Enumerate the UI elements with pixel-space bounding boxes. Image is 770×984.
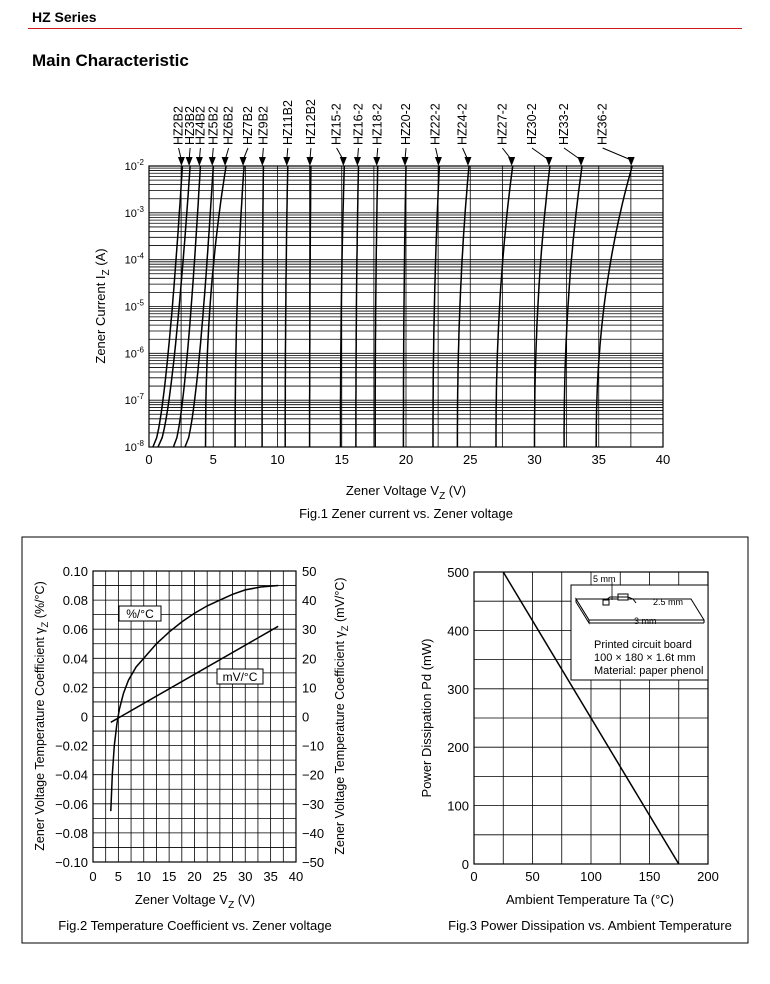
fig2-y-left-tick-label: −0.06 [55, 796, 88, 812]
header-rule [28, 28, 742, 29]
fig2-y-left-tick-label: −0.10 [55, 855, 88, 870]
fig1-y-tick-label: $10^{-2}$ [124, 158, 144, 173]
fig2-y-left-tick-label: 0 [80, 709, 88, 725]
arrow-head-icon [222, 157, 229, 166]
series-title: HZ Series [32, 9, 97, 25]
arrow-head-icon [178, 157, 185, 166]
fig2-y-left-tick-label: 0.06 [62, 622, 88, 638]
fig2-y-right-tick-label: 30 [302, 622, 317, 638]
pcb-pad-icon [603, 600, 609, 605]
arrow-head-icon [186, 157, 193, 166]
fig1-y-tick-label: $10^{-4}$ [124, 251, 144, 267]
fig2-x-tick-label: 20 [187, 869, 202, 884]
arrow-head-icon [306, 157, 313, 166]
fig2-caption: Fig.2 Temperature Coefficient vs. Zener voltage [58, 918, 332, 933]
fig2-y-right-tick-label: 40 [302, 593, 317, 609]
fig3-inset-line1: Printed circuit board [594, 639, 692, 651]
fig2-y-right-tick-label: 50 [302, 564, 317, 579]
fig3-x-tick-label: 200 [697, 869, 719, 884]
fig1-x-tick-label: 10 [270, 452, 285, 467]
fig2-x-tick-label: 25 [212, 869, 228, 884]
fig1-x-tick-label: 5 [209, 452, 217, 467]
arrow-head-icon [373, 157, 380, 166]
fig1-series-label: HZ15-2 [329, 103, 344, 145]
fig3-y-tick-label: 200 [447, 740, 469, 756]
fig2-y-left-tick-label: −0.02 [55, 738, 88, 754]
fig3-x-axis-label: Ambient Temperature Ta (°C) [505, 892, 675, 907]
fig1-series-label: HZ18-2 [370, 103, 385, 145]
fig3-y-tick-label: 0 [461, 857, 469, 872]
fig2-x-axis-label: Zener Voltage $V_Z$ (V) [134, 892, 256, 911]
fig1-caption: Fig.1 Zener current vs. Zener voltage [299, 506, 513, 521]
fig2-x-tick-label: 10 [136, 869, 151, 884]
fig3-inset-dim-2-5mm: 2.5 mm [653, 597, 684, 607]
fig2-y-right-tick-label: −40 [302, 825, 325, 841]
fig1-series-label: HZ6B2 [221, 106, 236, 145]
fig1-y-tick-label: $10^{-8}$ [124, 439, 144, 454]
fig2-y-right-tick-label: 10 [302, 680, 317, 696]
fig1-x-tick-label: 25 [463, 452, 478, 467]
fig1-series-label: HZ36-2 [595, 103, 610, 145]
fig2-y-left-tick-label: 0.08 [62, 593, 88, 609]
fig3-inset-line2: 100 × 180 × 1.6t mm [594, 652, 696, 664]
fig1-y-tick-label: $10^{-3}$ [124, 204, 144, 220]
arrow-head-icon [464, 157, 471, 166]
fig3-x-tick-label: 0 [470, 869, 478, 884]
fig1-x-tick-label: 15 [334, 452, 349, 467]
fig1-y-axis-label: Zener Current $I_Z$ (A) [93, 248, 112, 364]
fig1-series-label: HZ20-2 [399, 103, 413, 145]
fig1-series-label: HZ33-2 [557, 103, 572, 145]
fig2-annotation-mv: mV/°C [222, 670, 258, 684]
fig1-series-label: HZ4B2 [193, 106, 208, 145]
fig2-y-left-tick-label: 0.04 [62, 651, 88, 667]
fig2-y-right-tick-label: −20 [302, 767, 325, 783]
fig1-series-label: HZ24-2 [455, 103, 470, 145]
fig2-x-tick-label: 35 [263, 869, 278, 884]
fig3-y-tick-label: 500 [447, 565, 469, 580]
fig3-y-tick-label: 300 [447, 681, 469, 697]
fig1-x-tick-label: 20 [398, 452, 414, 467]
fig1-series-label: HZ7B2 [240, 106, 255, 145]
fig2-annotation-percent: %/°C [126, 607, 154, 621]
fig2-y-left-tick-label: −0.08 [55, 825, 88, 841]
fig2-x-tick-label: 30 [238, 869, 253, 884]
fig2-y-left-tick-label: 0.02 [62, 680, 88, 696]
arrow-head-icon [354, 157, 361, 166]
fig2-x-tick-label: 40 [288, 869, 304, 884]
fig2-y-left-tick-label: 0.10 [62, 564, 88, 579]
fig2-y-right-tick-label: −10 [302, 738, 325, 754]
fig3-inset-line3: Material: paper phenol [594, 665, 704, 677]
fig3-inset-dim-5mm: 5 mm [593, 574, 616, 584]
fig1-y-tick-label: $10^{-6}$ [124, 345, 144, 361]
fig1-series-label: HZ9B2 [256, 106, 271, 145]
fig2-y-left-axis-label: Zener Voltage Temperature Coefficient $\gamma_Z$ (%/°C) [33, 581, 51, 851]
arrow-head-icon [578, 157, 585, 166]
fig3-caption: Fig.3 Power Dissipation vs. Ambient Temperature [448, 918, 732, 933]
arrow-head-icon [340, 157, 347, 166]
fig2-y-right-tick-label: 0 [302, 709, 310, 725]
arrow-head-icon [283, 157, 290, 166]
fig1-series-label: HZ27-2 [495, 103, 510, 145]
fig3-x-tick-label: 150 [638, 869, 661, 884]
fig3-y-axis-label: Power Dissipation Pd (mW) [419, 638, 434, 798]
fig1-series-label: HZ5B2 [206, 106, 221, 145]
arrow-head-icon [435, 157, 442, 166]
fig3-x-tick-label: 50 [525, 869, 540, 884]
fig1-series-label: HZ22-2 [428, 103, 443, 145]
fig1-series-label: HZ2B2 [171, 106, 186, 145]
fig2-y-right-tick-label: −50 [302, 855, 325, 870]
fig1-x-tick-label: 0 [145, 452, 153, 467]
arrow-head-icon [240, 157, 247, 166]
fig1-y-tick-label: $10^{-5}$ [124, 298, 144, 314]
arrow-head-icon [209, 157, 216, 166]
fig2-y-right-axis-label: Zener Voltage Temperature Coefficient $\gamma_Z$ (mV/°C) [333, 577, 351, 855]
fig2-x-tick-label: 5 [114, 869, 122, 884]
fig3-inset-dim-3mm: 3 mm [634, 616, 657, 626]
fig1-series-label: HZ30-2 [524, 103, 539, 145]
fig1-series-label: HZ12B2 [303, 99, 318, 145]
fig1-x-axis-label: Zener Voltage $V_Z$ (V) [345, 483, 467, 502]
fig1-y-tick-label: $10^{-7}$ [124, 392, 144, 408]
fig1-series-label: HZ11B2 [280, 100, 295, 145]
fig1-x-tick-label: 30 [527, 452, 542, 467]
arrow-head-icon [628, 157, 635, 166]
fig1-x-tick-label: 35 [591, 452, 606, 467]
fig2-y-right-tick-label: 20 [302, 651, 317, 667]
fig2-x-tick-label: 15 [161, 869, 177, 884]
fig2-y-left-tick-label: −0.04 [55, 767, 88, 783]
fig2-x-tick-label: 0 [89, 869, 97, 884]
fig2-y-right-tick-label: −30 [302, 796, 325, 812]
arrow-head-icon [508, 157, 515, 166]
fig3-x-tick-label: 100 [580, 869, 602, 884]
section-title: Main Characteristic [32, 51, 189, 70]
arrow-head-icon [545, 157, 552, 166]
fig1-arrow-hz36-2 [603, 148, 632, 160]
fig1-series-label: HZ3B2 [183, 106, 198, 145]
arrow-head-icon [259, 157, 266, 166]
arrow-head-icon [402, 157, 409, 166]
fig3-y-tick-label: 400 [447, 623, 469, 639]
fig1-series-label: HZ16-2 [351, 103, 366, 145]
fig3-y-tick-label: 100 [447, 798, 469, 814]
arrow-head-icon [196, 157, 203, 166]
fig1-x-tick-label: 40 [655, 452, 671, 467]
